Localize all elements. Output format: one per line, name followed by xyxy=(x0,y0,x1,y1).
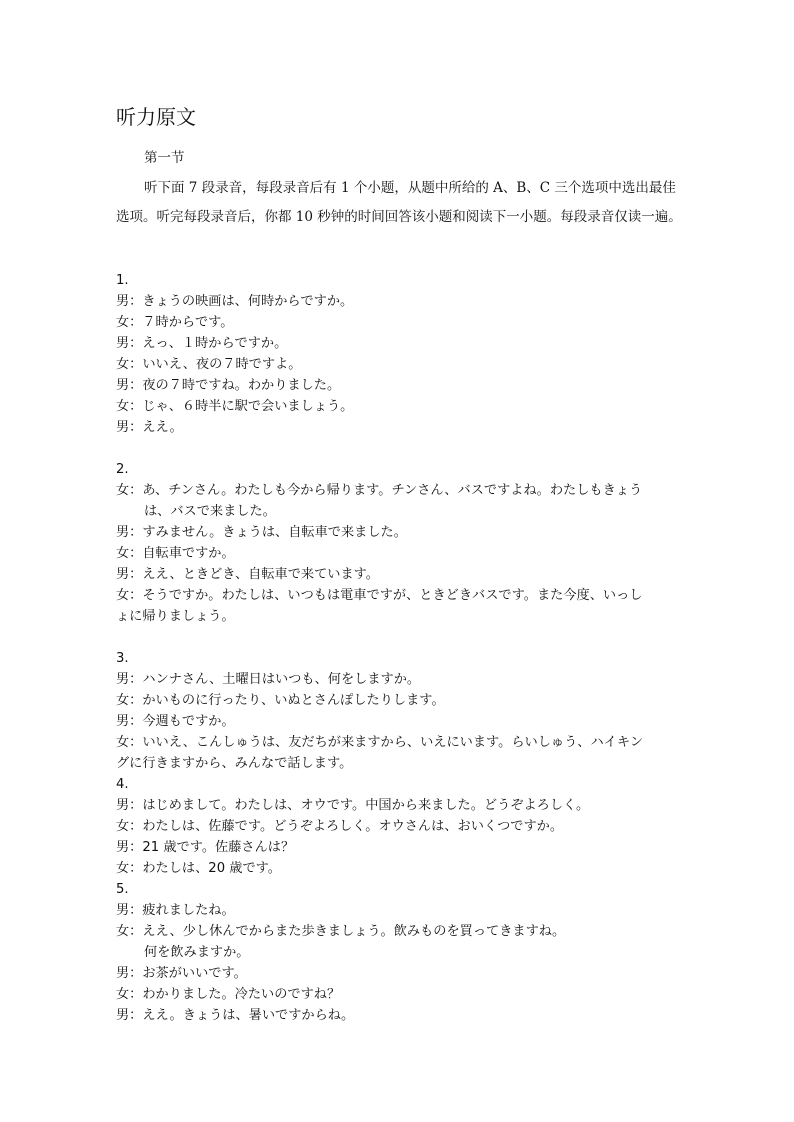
dialogue-line xyxy=(116,522,686,543)
utterance-text: ハンナさん、土曜日はいつも、何をしますか。 xyxy=(142,672,421,687)
speaker-label: 女： xyxy=(116,735,143,750)
utterance-text: すみません。きょうは、自転車で来ました。 xyxy=(142,525,407,540)
utterance-continuation: は、バスで来ました。 xyxy=(144,504,276,519)
dialogue-line xyxy=(116,690,686,711)
utterance-text: かいものに行ったり、いぬとさんぽしたりします。 xyxy=(142,693,445,708)
dialogue-line xyxy=(116,963,686,984)
utterance-text: あ、チンさん。わたしも今から帰ります。チンさん、バスですよね。わたしもきょう xyxy=(142,483,643,498)
speaker-label: 女： xyxy=(116,483,143,498)
speaker-label: 女： xyxy=(116,546,143,561)
speaker-label: 男： xyxy=(116,525,143,540)
speaker-label: 女： xyxy=(116,987,143,1002)
dialogue-line xyxy=(116,795,686,816)
speaker-label: 男： xyxy=(116,840,143,855)
utterance-text: 自転車ですか。 xyxy=(142,546,235,561)
utterance-continuation: グに行きますから、みんなで話します。 xyxy=(116,756,353,771)
utterance-text: 今週もですか。 xyxy=(142,714,235,729)
dialogue-number: 5. xyxy=(116,882,129,897)
utterance-text: ７時からです。 xyxy=(142,315,234,330)
dialogue-number: 1. xyxy=(116,273,129,288)
dialogue-block xyxy=(116,648,686,774)
speaker-label: 男： xyxy=(116,903,143,918)
utterance-text: いいえ、こんしゅうは、友だちが来ますから、いえにいます。らいしゅう、ハイキン xyxy=(142,735,644,750)
spacer xyxy=(116,627,686,648)
dialogue-block xyxy=(116,459,686,627)
utterance-text: お茶がいいです。 xyxy=(142,966,247,981)
utterance-text: きょうの映画は、何時からですか。 xyxy=(142,294,354,309)
dialogue-line xyxy=(116,291,686,312)
dialogue-number: 4. xyxy=(116,777,129,792)
dialogue-line xyxy=(116,354,686,375)
speaker-label: 男： xyxy=(116,966,143,981)
speaker-label: 男： xyxy=(116,798,143,813)
dialogue-line xyxy=(116,858,686,879)
speaker-label: 女： xyxy=(116,819,143,834)
dialogue-line xyxy=(116,585,686,606)
speaker-label: 女： xyxy=(116,693,143,708)
dialogue-line xyxy=(116,375,686,396)
speaker-label: 女： xyxy=(116,315,143,330)
dialogue-number: 3. xyxy=(116,651,129,666)
dialogue-line xyxy=(116,816,686,837)
speaker-label: 女： xyxy=(116,588,143,603)
dialogue-number: 2. xyxy=(116,462,129,477)
section-heading: 第一节 xyxy=(144,150,185,166)
utterance-text: ええ、少し休んでからまた歩きましょう。飲みものを買ってきますね。 xyxy=(142,924,566,939)
utterance-text: ええ、ときどき、自転車で来ています。 xyxy=(142,567,379,582)
utterance-text: 夜の７時ですね。わかりました。 xyxy=(142,378,341,393)
speaker-label: 女： xyxy=(116,357,143,372)
speaker-label: 男： xyxy=(116,336,143,351)
page-title: 听力原文 xyxy=(116,105,196,129)
speaker-label: 男： xyxy=(116,420,143,435)
dialogue-line xyxy=(116,921,686,942)
speaker-label: 男： xyxy=(116,714,143,729)
dialogue-line xyxy=(116,1005,686,1026)
utterance-text: はじめまして。わたしは、オウです。中国から来ました。どうぞよろしく。 xyxy=(142,798,590,813)
dialogue-line xyxy=(116,732,686,753)
dialogue-line xyxy=(116,396,686,417)
dialogue-line xyxy=(116,543,686,564)
dialogue-list xyxy=(116,270,686,1026)
utterance-continuation: ょに帰りましょう。 xyxy=(116,609,235,624)
utterance-continuation: 何を飲みますか。 xyxy=(144,945,250,960)
dialogue-line xyxy=(116,711,686,732)
dialogue-line xyxy=(116,480,686,501)
utterance-text: ええ。きょうは、暑いですからね。 xyxy=(142,1008,355,1023)
dialogue-block xyxy=(116,774,686,879)
speaker-label: 女： xyxy=(116,399,143,414)
spacer xyxy=(116,438,686,459)
speaker-label: 男： xyxy=(116,378,143,393)
speaker-label: 男： xyxy=(116,672,143,687)
dialogue-line xyxy=(116,669,686,690)
speaker-label: 男： xyxy=(116,567,143,582)
speaker-label: 女： xyxy=(116,924,143,939)
dialogue-line xyxy=(116,837,686,858)
utterance-text: ええ。 xyxy=(142,420,183,435)
utterance-text: そうですか。わたしは、いつもは電車ですが、ときどきバスです。また今度、いっし xyxy=(142,588,643,603)
utterance-text: 21 歳です。佐藤さんは？ xyxy=(142,840,295,855)
dialogue-line xyxy=(116,312,686,333)
utterance-text: じゃ、６時半に駅で会いましょう。 xyxy=(142,399,354,414)
utterance-text: 疲れましたね。 xyxy=(142,903,235,918)
dialogue-block xyxy=(116,270,686,438)
utterance-text: えっ、１時からですか。 xyxy=(142,336,288,351)
utterance-text: わたしは、20 歳です。 xyxy=(142,861,281,876)
dialogue-line xyxy=(116,417,686,438)
dialogue-line xyxy=(116,333,686,354)
dialogue-line xyxy=(116,900,686,921)
instructions-paragraph: 听下面 7 段录音，每段录音后有 1 个小题，从题中所给的 A、B、C 三个选项中选出最佳选项。听完每段录音后，你都 10 秒钟的时间回答该小题和阅读下一小题。每段录音仅读一遍。 xyxy=(116,180,682,225)
utterance-text: いいえ、夜の７時ですよ。 xyxy=(142,357,302,372)
utterance-text: わかりました。冷たいのですね？ xyxy=(142,987,341,1002)
dialogue-line xyxy=(116,564,686,585)
speaker-label: 男： xyxy=(116,1008,143,1023)
speaker-label: 女： xyxy=(116,861,143,876)
utterance-text: わたしは、佐藤です。どうぞよろしく。オウさんは、おいくつですか。 xyxy=(142,819,564,834)
dialogue-block xyxy=(116,879,686,1026)
speaker-label: 男： xyxy=(116,294,143,309)
dialogue-line xyxy=(116,984,686,1005)
